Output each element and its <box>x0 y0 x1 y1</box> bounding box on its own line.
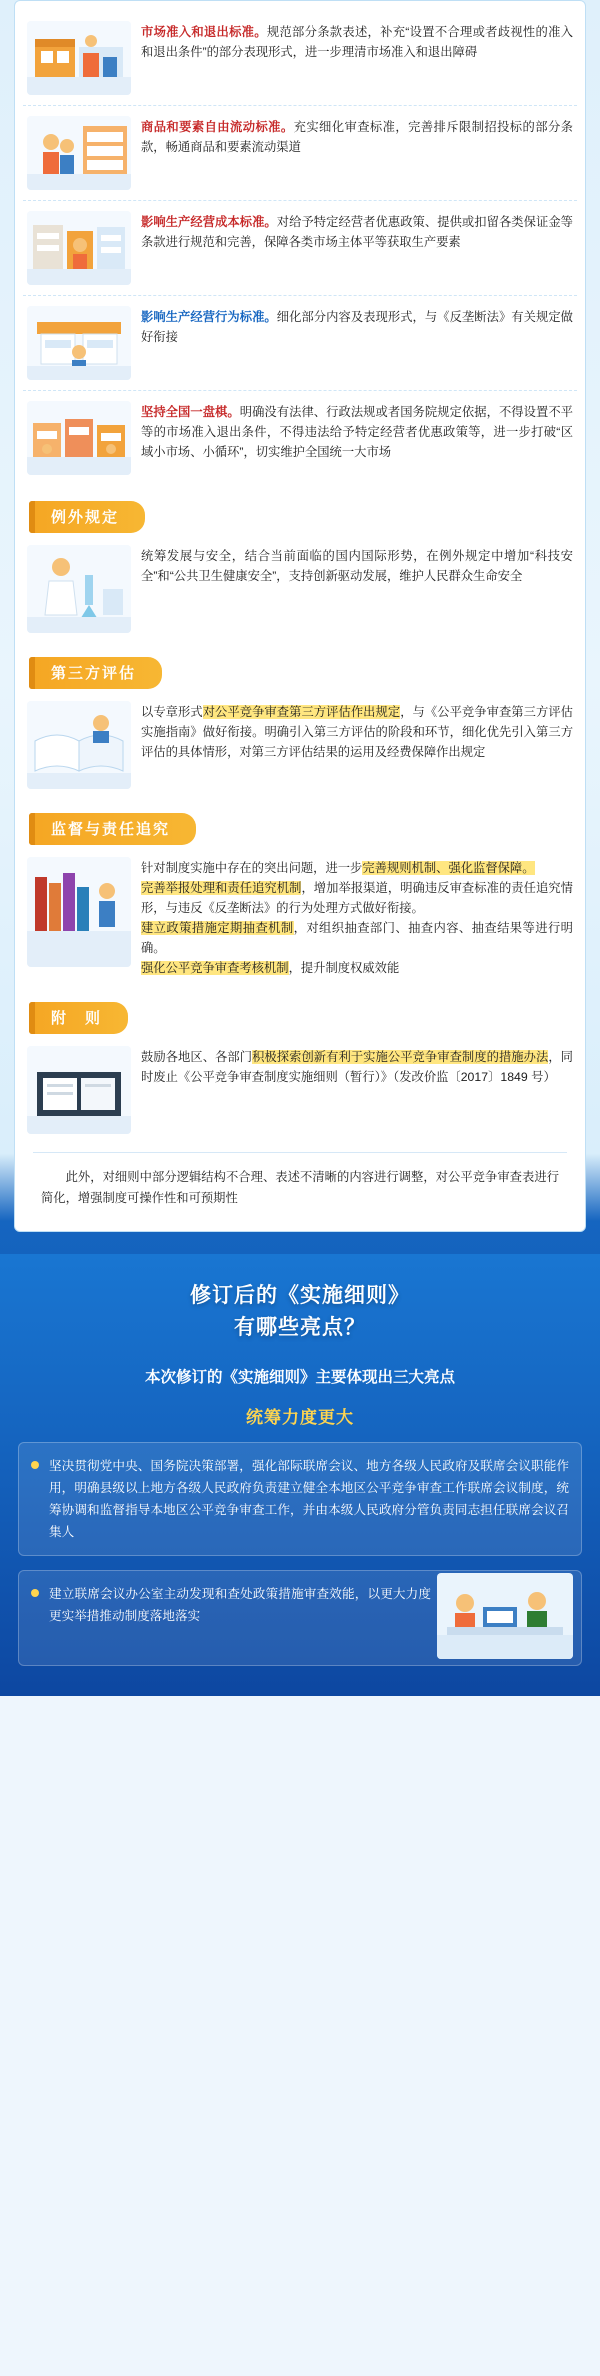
seg: ，增加举报渠道，明确违反审查标准的责任追究情形，与违反《反垄断法》的行为处理方式做好衔接。 <box>141 880 573 915</box>
list-item-body: 明确没有法律、行政法规或者国务院规定依据，不得设置不平等的市场准入退出条件，不得违法给予特定经营者优惠政策等，进一步打破“区域小市场、小循环”，切实维护全国统一大市场 <box>141 405 573 459</box>
list-item-heading: 影响生产经营成本标准。 <box>141 215 277 229</box>
list-item-body: 对给予特定经营者优惠政策、提供或扣留各类保证金等条款进行规范和完善，保障各类市场主体平等获取生产要素 <box>141 215 573 249</box>
list-item <box>23 11 577 105</box>
seg: ”和“ <box>153 568 174 583</box>
section-text <box>141 701 573 763</box>
national-unified-market-illustration <box>27 401 131 475</box>
section-banner-third-party: 第三方评估 <box>29 657 162 689</box>
seg: 公共卫生健康安全 <box>173 568 273 583</box>
list-item <box>23 200 577 295</box>
list-item-heading: 影响生产经营行为标准。 <box>141 310 277 324</box>
seg-highlight: 对公平竞争审查第三方评估作出规定 <box>202 705 401 719</box>
section-text <box>141 857 573 978</box>
bullet-text: 坚决贯彻党中央、国务院决策部署，强化部际联席会议、地方各级人民政府及联席会议职能作用，明确县级以上地方各级人民政府负责建立健全本地区公平竞争审查工作联席会议制度，统筹协调和监督指导本地区公平竞争审查工作，并由本级人民政府分管负责同志担任联席会议召集人 <box>49 1459 569 1540</box>
open-book-illustration <box>27 701 131 789</box>
list-item <box>23 390 577 485</box>
list-item-heading: 坚持全国一盘棋。 <box>141 405 240 419</box>
section-banner-exception: 例外规定 <box>29 501 145 533</box>
section-banner-supervision: 监督与责任追究 <box>29 813 196 845</box>
list-item-heading: 市场准入和退出标准。 <box>141 25 267 39</box>
tail-paragraph: 此外，对细则中部分逻辑结构不合理、表述不清晰的内容进行调整，对公平竞争审查表进行简化，增强制度可操作性和可预期性 <box>33 1152 567 1215</box>
section-text <box>141 1046 573 1088</box>
seg: 鼓励各地区、各部门 <box>141 1050 253 1065</box>
desk-work-illustration <box>437 1573 573 1659</box>
section-body-supervision <box>23 853 577 986</box>
list-item <box>23 295 577 390</box>
notebook-illustration <box>27 1046 131 1134</box>
goods-free-flow-illustration <box>27 116 131 190</box>
books-people-illustration <box>27 857 131 967</box>
highlights-title-line2: 有哪些亮点？ <box>234 1315 366 1339</box>
list-item-body: 规范部分条款表述，补充“设置不合理或者歧视性的准入和退出条件”的部分表现形式，进一步理清市场准入和退出障碍 <box>141 25 573 59</box>
seg: 针对制度实施中存在的突出问题，进一步 <box>141 861 363 875</box>
seg: ，提升制度权威效能 <box>288 960 400 975</box>
seg: ，同时废止《公平竞争审查制度实施细则（暂行）》（发改价监〔2017〕1849 号） <box>141 1050 573 1085</box>
seg: 统筹发展与安全，结合当前面临的国内国际形势，在例外规定中增加“ <box>141 549 535 563</box>
production-cost-illustration <box>27 211 131 285</box>
list-item <box>18 1570 582 1666</box>
highlights-title <box>18 1280 582 1343</box>
list-item <box>23 105 577 200</box>
list-item <box>18 1442 582 1556</box>
list-item-text <box>141 211 573 253</box>
seg-highlight: 完善举报处理和责任追究机制 <box>141 880 302 895</box>
market-entry-exit-illustration <box>27 21 131 95</box>
highlights-title-line1: 修订后的《实施细则》 <box>190 1284 410 1308</box>
section-body-third-party <box>23 697 577 797</box>
seg: ，与《公平竞争审查第三方评估实施指南》做好衔接。明确引入第三方评估的阶段和环节，细化优先引入第三方评估的具体情形，对第三方评估结果的运用及经费保障作出规定 <box>141 705 573 759</box>
seg-highlight: 建立政策措施定期抽查机制 <box>141 920 294 935</box>
list-item-text <box>141 21 573 63</box>
seg: 以专章形式 <box>141 705 203 719</box>
list-item-text <box>141 401 573 463</box>
content-card <box>14 0 586 1232</box>
seg: 科技安全 <box>141 549 573 583</box>
highlights-subtitle: 本次修订的《实施细则》主要体现出三大亮点 <box>144 1369 455 1387</box>
seg: ”，支持创新驱动发展，维护人民群众生命安全 <box>272 568 523 583</box>
seg-highlight: 强化公平竞争审查考核机制 <box>141 960 289 975</box>
section-text <box>141 545 573 587</box>
highlights-gold-heading: 统筹力度更大 <box>246 1408 354 1428</box>
list-item-body: 充实细化审查标准，完善排斥限制招投标的部分条款，畅通商品和要素流动渠道 <box>141 120 573 154</box>
section-body-exception <box>23 541 577 641</box>
seg: ，对组织抽查部门、抽查内容、抽查结果等进行明确。 <box>141 920 573 955</box>
list-item-text <box>141 306 573 348</box>
business-conduct-illustration <box>27 306 131 380</box>
bullet-text: 建立联席会议办公室主动发现和查处政策措施审查效能，以更大力度更实举措推动制度落地落实 <box>49 1587 431 1624</box>
list-item-body: 细化部分内容及表现形式，与《反垄断法》有关规定做好衔接 <box>141 310 573 344</box>
section-body-supplementary <box>23 1042 577 1142</box>
scientist-lab-illustration <box>27 545 131 633</box>
list-item-text <box>141 116 573 158</box>
list-item-heading: 商品和要素自由流动标准。 <box>141 120 294 134</box>
highlights-section <box>0 1254 600 1696</box>
seg-highlight: 完善规则机制、强化监督保障。 <box>362 861 535 875</box>
seg-highlight: 积极探索创新有利于实施公平竞争审查制度的措施办法 <box>252 1050 549 1065</box>
section-banner-supplementary: 附 则 <box>29 1002 128 1034</box>
